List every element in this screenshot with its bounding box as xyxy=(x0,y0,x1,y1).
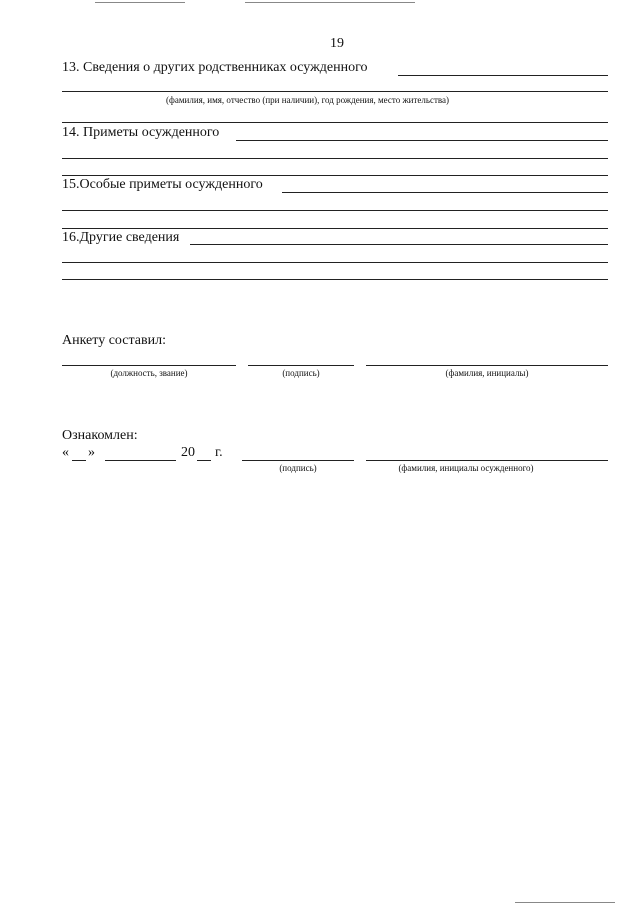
section-15-label: 15.Особые приметы осужденного xyxy=(62,177,263,192)
compiled-position-line[interactable] xyxy=(62,365,236,366)
section-14-field-line[interactable] xyxy=(62,175,608,176)
section-16-field-line[interactable] xyxy=(62,279,608,280)
date-quote-close: » xyxy=(88,445,95,460)
section-14-label: 14. Приметы осужденного xyxy=(62,125,220,140)
section-13-field-line[interactable] xyxy=(62,91,608,92)
top-edge-mark xyxy=(95,2,185,3)
section-15-field-line[interactable] xyxy=(62,228,608,229)
acquainted-name-line[interactable] xyxy=(366,460,608,461)
page-number: 19 xyxy=(330,36,344,51)
date-year-prefix: 20 xyxy=(181,445,195,460)
acquainted-signature-caption: (подпись) xyxy=(279,463,317,473)
section-14-field-line[interactable] xyxy=(62,158,608,159)
compiled-position-caption: (должность, звание) xyxy=(110,368,188,378)
date-month-line[interactable] xyxy=(105,460,176,461)
section-16-field-line[interactable] xyxy=(190,244,608,245)
section-13-label: 13. Сведения о других родственниках осужденного xyxy=(62,60,368,75)
section-16-field-line[interactable] xyxy=(62,262,608,263)
date-year-suffix: г. xyxy=(215,445,223,460)
section-15-field-line[interactable] xyxy=(282,192,608,193)
section-13-field-line[interactable] xyxy=(398,75,608,76)
section-16-label: 16.Другие сведения xyxy=(62,230,180,245)
section-13-field-line[interactable] xyxy=(62,122,608,123)
top-edge-mark xyxy=(245,2,415,3)
bottom-edge-mark xyxy=(515,902,615,903)
acquainted-label: Ознакомлен: xyxy=(62,428,138,443)
section-14-field-line[interactable] xyxy=(236,140,608,141)
date-year-line[interactable] xyxy=(197,460,211,461)
date-quote-open: « xyxy=(62,445,69,460)
section-13-caption: (фамилия, имя, отчество (при наличии), год рождения, место жительства) xyxy=(166,95,450,105)
compiled-name-line[interactable] xyxy=(366,365,608,366)
acquainted-signature-line[interactable] xyxy=(242,460,354,461)
acquainted-name-caption: (фамилия, инициалы осужденного) xyxy=(398,463,534,473)
compiled-signature-line[interactable] xyxy=(248,365,354,366)
compiled-signature-caption: (подпись) xyxy=(282,368,320,378)
section-15-field-line[interactable] xyxy=(62,210,608,211)
compiled-by-label: Анкету составил: xyxy=(62,333,166,348)
compiled-name-caption: (фамилия, инициалы) xyxy=(445,368,529,378)
date-day-line[interactable] xyxy=(72,460,86,461)
